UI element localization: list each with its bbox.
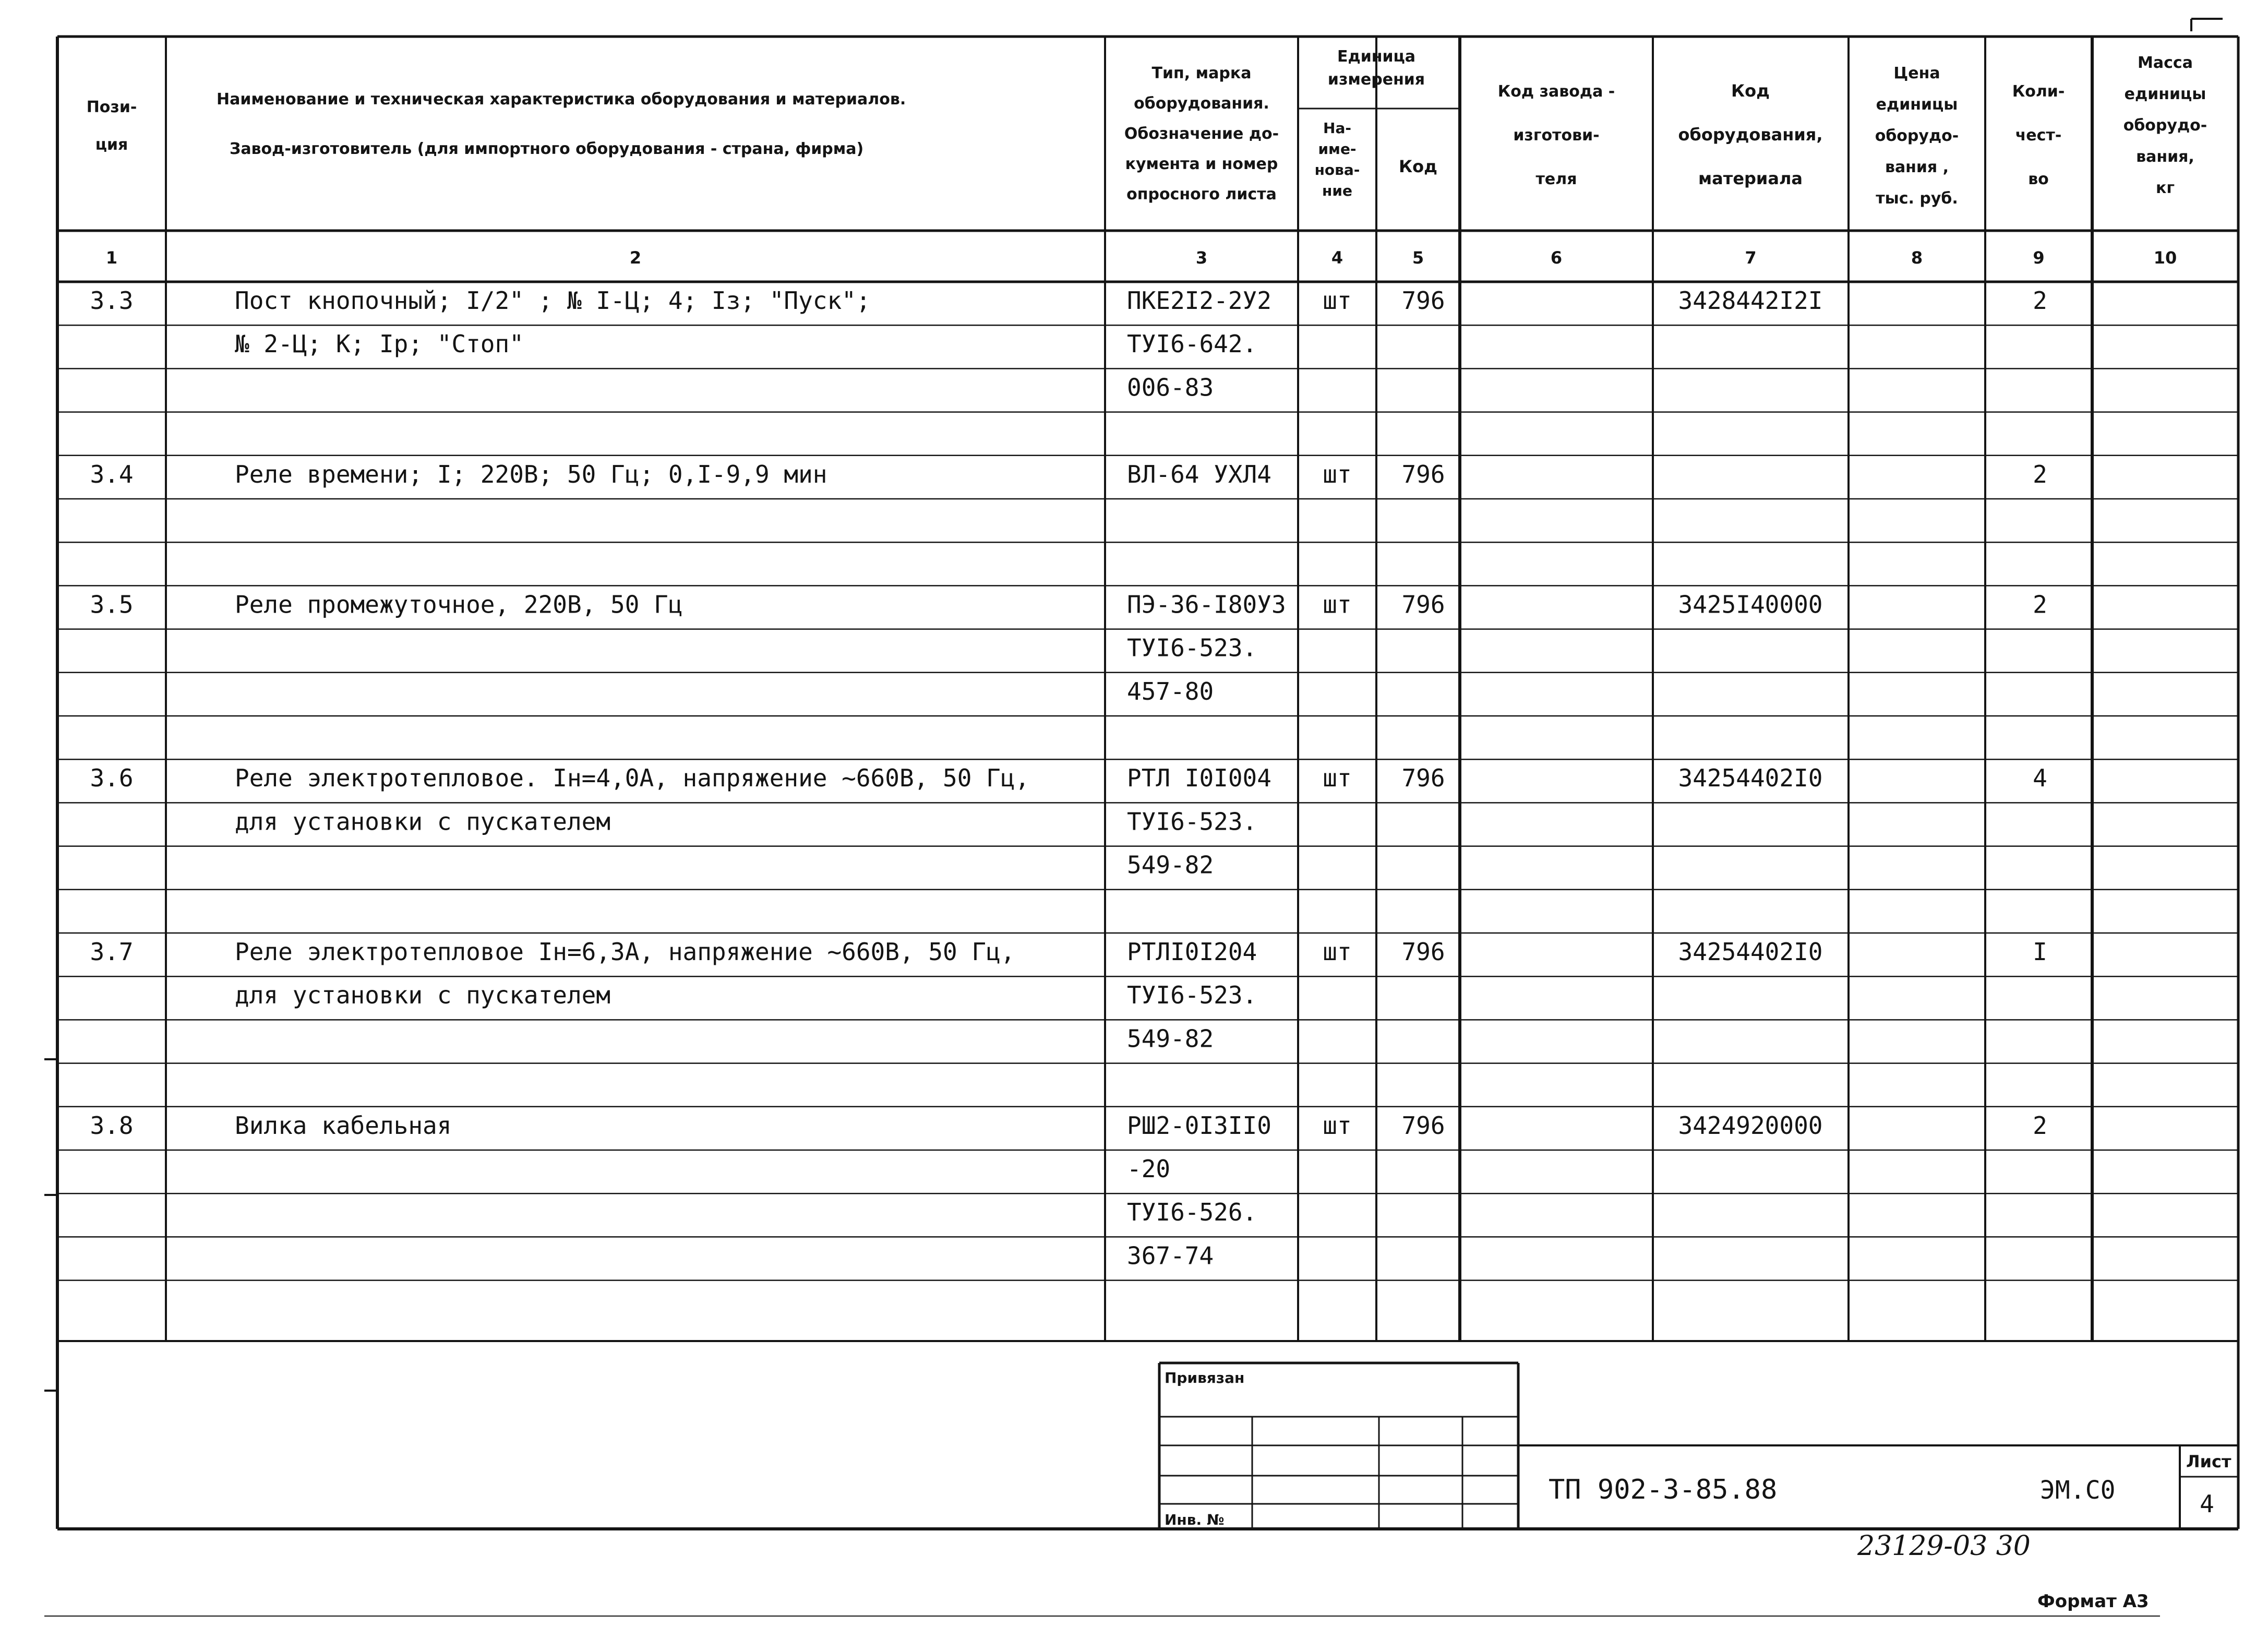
cell-position: 3.6 — [90, 764, 134, 793]
header-position: ция — [95, 136, 128, 154]
cell-type: РТЛ I0I004 — [1127, 764, 1271, 793]
sheet-label: Лист — [2186, 1452, 2231, 1471]
cell-name: Реле электротепловое Iн=6,3А, напряжение ~660В, 50 Гц, — [235, 938, 1015, 966]
cell-equipment-code: 3428442I2I — [1678, 286, 1823, 315]
table-row — [1127, 851, 1214, 879]
table-row — [1127, 1024, 1214, 1052]
header-type: опросного листа — [1126, 185, 1277, 204]
cell-type: 549-82 — [1127, 1024, 1214, 1053]
document-mark: ЭМ.С0 — [2040, 1476, 2116, 1505]
header-equipment-code: материала — [1698, 169, 1803, 188]
cell-quantity: 2 — [2033, 460, 2047, 488]
header-factory-code: теля — [1535, 170, 1577, 188]
cell-quantity: 2 — [2033, 286, 2047, 315]
cell-equipment-code: 34254402I0 — [1678, 938, 1823, 966]
table-row — [235, 981, 1257, 1009]
cell-quantity: 2 — [2033, 590, 2047, 619]
cell-unit-code: 796 — [1401, 286, 1445, 315]
header-quantity: во — [2028, 170, 2049, 188]
header-unit-name: На- — [1323, 119, 1351, 137]
attached-label: Привязан — [1165, 1369, 1245, 1386]
header-price: единицы — [1876, 95, 1958, 114]
cell-equipment-code: 3425I40000 — [1678, 590, 1823, 619]
cell-type: ПКЕ2I2-2У2 — [1127, 286, 1271, 315]
header-mass: кг — [2155, 179, 2175, 197]
handwritten-inventory-number: 23129-03 30 — [1857, 1530, 2031, 1562]
table-row — [235, 330, 1257, 358]
header-price: Цена — [1893, 64, 1940, 82]
header-unit-name: нова- — [1314, 161, 1360, 178]
cell-type: -20 — [1127, 1155, 1171, 1183]
header-mass: оборудо- — [2123, 116, 2207, 135]
header-name-line2: Завод-изготовитель (для импортного оборудования - страна, фирма) — [230, 140, 864, 158]
header-mass: Масса — [2138, 54, 2193, 72]
header-type: Обозначение до- — [1124, 125, 1279, 143]
table-row — [90, 1111, 2047, 1140]
cell-unit-code: 796 — [1401, 1111, 1445, 1140]
table-body — [90, 286, 2047, 1270]
cell-position: 3.7 — [90, 938, 134, 966]
cell-type: 367-74 — [1127, 1241, 1214, 1270]
cell-quantity: I — [2033, 938, 2047, 966]
document-code: ТП 902-3-85.88 — [1549, 1474, 1778, 1505]
column-number: 10 — [2153, 248, 2177, 268]
table-row — [1127, 1198, 1257, 1226]
cell-unit-code: 796 — [1401, 938, 1445, 966]
cell-quantity: 2 — [2033, 1111, 2047, 1140]
column-number: 1 — [105, 248, 118, 268]
cell-name: Реле промежуточное, 220В, 50 Гц — [235, 590, 683, 619]
cell-name: № 2-Ц; К; Iр; "Стоп" — [235, 330, 524, 358]
header-unit-group: Единица — [1337, 47, 1415, 66]
cell-type: ВЛ-64 УХЛ4 — [1127, 460, 1271, 488]
cell-unit: шт — [1323, 590, 1352, 619]
cell-position: 3.4 — [90, 460, 134, 488]
header-mass: вания, — [2136, 148, 2194, 166]
header-price: тыс. руб. — [1876, 189, 1958, 208]
column-number: 7 — [1745, 248, 1757, 268]
header-equipment-code: Код — [1731, 81, 1770, 101]
table-row — [235, 807, 1257, 835]
column-number: 9 — [2033, 248, 2045, 268]
cell-type: ТУI6-523. — [1127, 633, 1257, 662]
cell-type: РШ2-0I3II0 — [1127, 1111, 1271, 1140]
cell-position: 3.8 — [90, 1111, 134, 1140]
table-row — [1127, 1155, 1170, 1183]
format-label: Формат А3 — [2037, 1591, 2149, 1612]
cell-position: 3.3 — [90, 286, 134, 315]
cell-type: ТУI6-523. — [1127, 807, 1257, 836]
header-factory-code: Код завода - — [1497, 82, 1615, 101]
header-type: оборудования. — [1134, 94, 1269, 113]
cell-unit: шт — [1323, 764, 1352, 793]
cell-position: 3.5 — [90, 590, 134, 619]
cell-type: РТЛI0I204 — [1127, 938, 1257, 966]
cell-equipment-code: 34254402I0 — [1678, 764, 1823, 793]
cell-quantity: 4 — [2033, 764, 2047, 793]
header-equipment-code: оборудования, — [1678, 125, 1823, 145]
cell-type: 457-80 — [1127, 677, 1214, 705]
table-header — [87, 47, 2207, 268]
cell-name: для установки с пускателем — [235, 807, 611, 836]
cell-unit: шт — [1323, 286, 1352, 315]
header-position: Пози- — [86, 98, 137, 116]
header-mass: единицы — [2124, 85, 2206, 103]
column-number: 2 — [629, 248, 642, 268]
cell-unit: шт — [1323, 1111, 1352, 1140]
cell-unit-code: 796 — [1401, 460, 1445, 488]
header-price: вания , — [1885, 158, 1949, 176]
table-row — [1127, 1241, 1214, 1270]
cell-name: Вилка кабельная — [235, 1111, 452, 1140]
header-name-line1: Наименование и техническая характеристика оборудования и материалов. — [217, 90, 906, 109]
cell-type: 006-83 — [1127, 373, 1214, 402]
table-row — [1127, 373, 1214, 401]
table-row — [90, 764, 2047, 792]
header-quantity: Коли- — [2012, 82, 2065, 101]
header-quantity: чест- — [2015, 126, 2062, 145]
column-number: 3 — [1195, 248, 1208, 268]
header-unit-name: име- — [1318, 140, 1357, 158]
cell-equipment-code: 3424920000 — [1678, 1111, 1823, 1140]
cell-type: ТУI6-526. — [1127, 1198, 1257, 1227]
header-unit-code: Код — [1399, 157, 1437, 176]
table-row — [1127, 677, 1214, 705]
table-row — [90, 590, 2047, 618]
header-factory-code: изготови- — [1513, 126, 1600, 145]
cell-unit: шт — [1323, 460, 1352, 488]
column-number: 4 — [1331, 248, 1343, 268]
cell-unit-code: 796 — [1401, 590, 1445, 619]
cell-type: 549-82 — [1127, 851, 1214, 879]
header-type: кумента и номер — [1125, 155, 1278, 173]
header-price: оборудо- — [1875, 127, 1959, 145]
cell-unit-code: 796 — [1401, 764, 1445, 793]
header-unit-group: измерения — [1327, 70, 1425, 89]
cell-unit: шт — [1323, 938, 1352, 966]
cell-type: ТУI6-642. — [1127, 330, 1257, 358]
header-type: Тип, марка — [1151, 64, 1252, 82]
header-unit-name: ние — [1322, 182, 1352, 199]
cell-name: Реле электротепловое. Iн=4,0А, напряжение ~660В, 50 Гц, — [235, 764, 1030, 793]
cell-name: Пост кнопочный; I/2" ; № I-Ц; 4; Iз; "Пуск"; — [235, 286, 871, 315]
inventory-label: Инв. № — [1165, 1511, 1225, 1528]
table-row — [90, 460, 2047, 488]
cell-type: ПЭ-36-I80У3 — [1127, 590, 1286, 619]
cell-name: для установки с пускателем — [235, 981, 611, 1010]
column-number: 6 — [1550, 248, 1563, 268]
table-row — [1127, 634, 1257, 662]
sheet-number: 4 — [2200, 1490, 2214, 1518]
table-row — [90, 938, 2047, 966]
cell-type: ТУI6-523. — [1127, 981, 1257, 1010]
column-number: 8 — [1911, 248, 1923, 268]
table-row — [90, 286, 2047, 315]
column-number: 5 — [1412, 248, 1424, 268]
cell-name: Реле времени; I; 220В; 50 Гц; 0,I-9,9 мин — [235, 460, 827, 488]
